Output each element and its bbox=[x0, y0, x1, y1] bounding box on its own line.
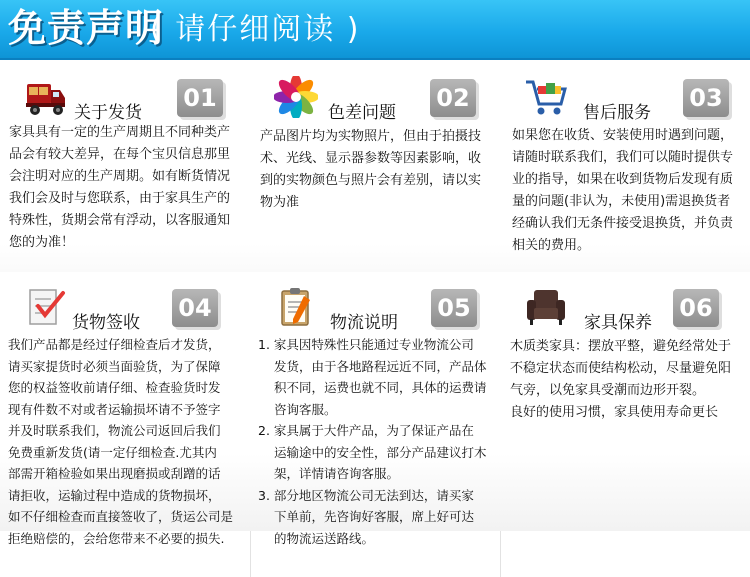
section-number-badge: 06 bbox=[673, 289, 719, 327]
section-body: 如果您在收货、安装使用时遇到问题， 请随时联系我们，我们可以随时提供专 业的指导，如果在收到货物后发现有质 量的问题(非认为，未使用)需退换货者 经确认我们无条件接受退换货，并负责 相关的费用。 bbox=[512, 128, 734, 253]
section-number-badge: 01 bbox=[177, 79, 223, 117]
section-number-badge: 04 bbox=[172, 289, 218, 327]
page-subtitle: ( 请仔细阅读 ) bbox=[150, 12, 361, 47]
delivery-truck-icon bbox=[24, 76, 68, 118]
section-title: 货物签收 bbox=[72, 313, 140, 333]
section-number-badge: 02 bbox=[430, 79, 476, 117]
section-number-badge: 05 bbox=[431, 289, 477, 327]
section-body: 家具具有一定的生产周期且不同种类产 品会有较大差异，在每个宝贝信息那里 会注明对应的生产周期。如有断货情况 我们会及时与您联系，由于家具生产的 特殊性，货期会常有浮动，以客服通知 您的为准！ bbox=[9, 125, 231, 250]
clipboard-icon bbox=[274, 286, 318, 328]
section-body: 我们产品都是经过仔细检查后才发货， 请买家提货时必须当面验货，为了保障 您的权益签收前请仔细、检查验货时发 现有件数不对或者运输损坏请不予签字 并及时联系我们，物流公司返回后我们 免费重新发货(请一定仔细检查.尤其内 部需开箱检验如果出现磨损或刮蹭的话 请拒收，运输过程中造成的货物损坏， 如不仔细检查而直接签收了，货运公司是 拒绝赔偿的，会给您带来不必要的损失. bbox=[8, 337, 234, 546]
section-body: 产品图片均为实物照片，但由于拍摄技 术、光线、显示器参数等因素影响，收 到的实物颜色与照片会有差别，请以实 物为准 bbox=[260, 129, 482, 210]
section-body: 1. 家具因特殊性只能通过专业物流公司 发货，由于各地路程远近不同，产品体 积不同，运费也就不同，具体的运费请 咨询客服。 2. 家具属于大件产品，为了保证产品在 运输途中的安全性，部分产品建议打木 架，详情请咨询客服。 3. 部分地区物流公司无法到达，请买家 下单前，先咨询好客服，席上好可达 的物流运送路线。 bbox=[258, 337, 487, 546]
section-number-badge: 03 bbox=[683, 79, 729, 117]
color-palette-icon bbox=[274, 76, 318, 118]
section-logistics bbox=[250, 272, 500, 546]
section-title: 家具保养 bbox=[584, 313, 652, 333]
checklist-icon bbox=[24, 286, 68, 328]
section-title: 关于发货 bbox=[74, 103, 142, 123]
shopping-cart-icon bbox=[524, 76, 568, 118]
armchair-icon bbox=[524, 286, 568, 328]
section-receipt bbox=[0, 272, 250, 546]
section-title: 售后服务 bbox=[583, 103, 651, 123]
section-title: 物流说明 bbox=[330, 313, 398, 333]
header-banner bbox=[0, 0, 750, 60]
section-title: 色差问题 bbox=[328, 103, 396, 123]
section-maintenance bbox=[500, 272, 750, 531]
page-title: 免责声明 bbox=[8, 6, 165, 50]
section-body: 木质类家具：摆放平整，避免经常处于 不稳定状态而使结构松动，尽量避免阳 气旁，以免家具受潮而边形开裂。 良好的使用习惯，家具使用寿命更长 bbox=[510, 339, 732, 420]
